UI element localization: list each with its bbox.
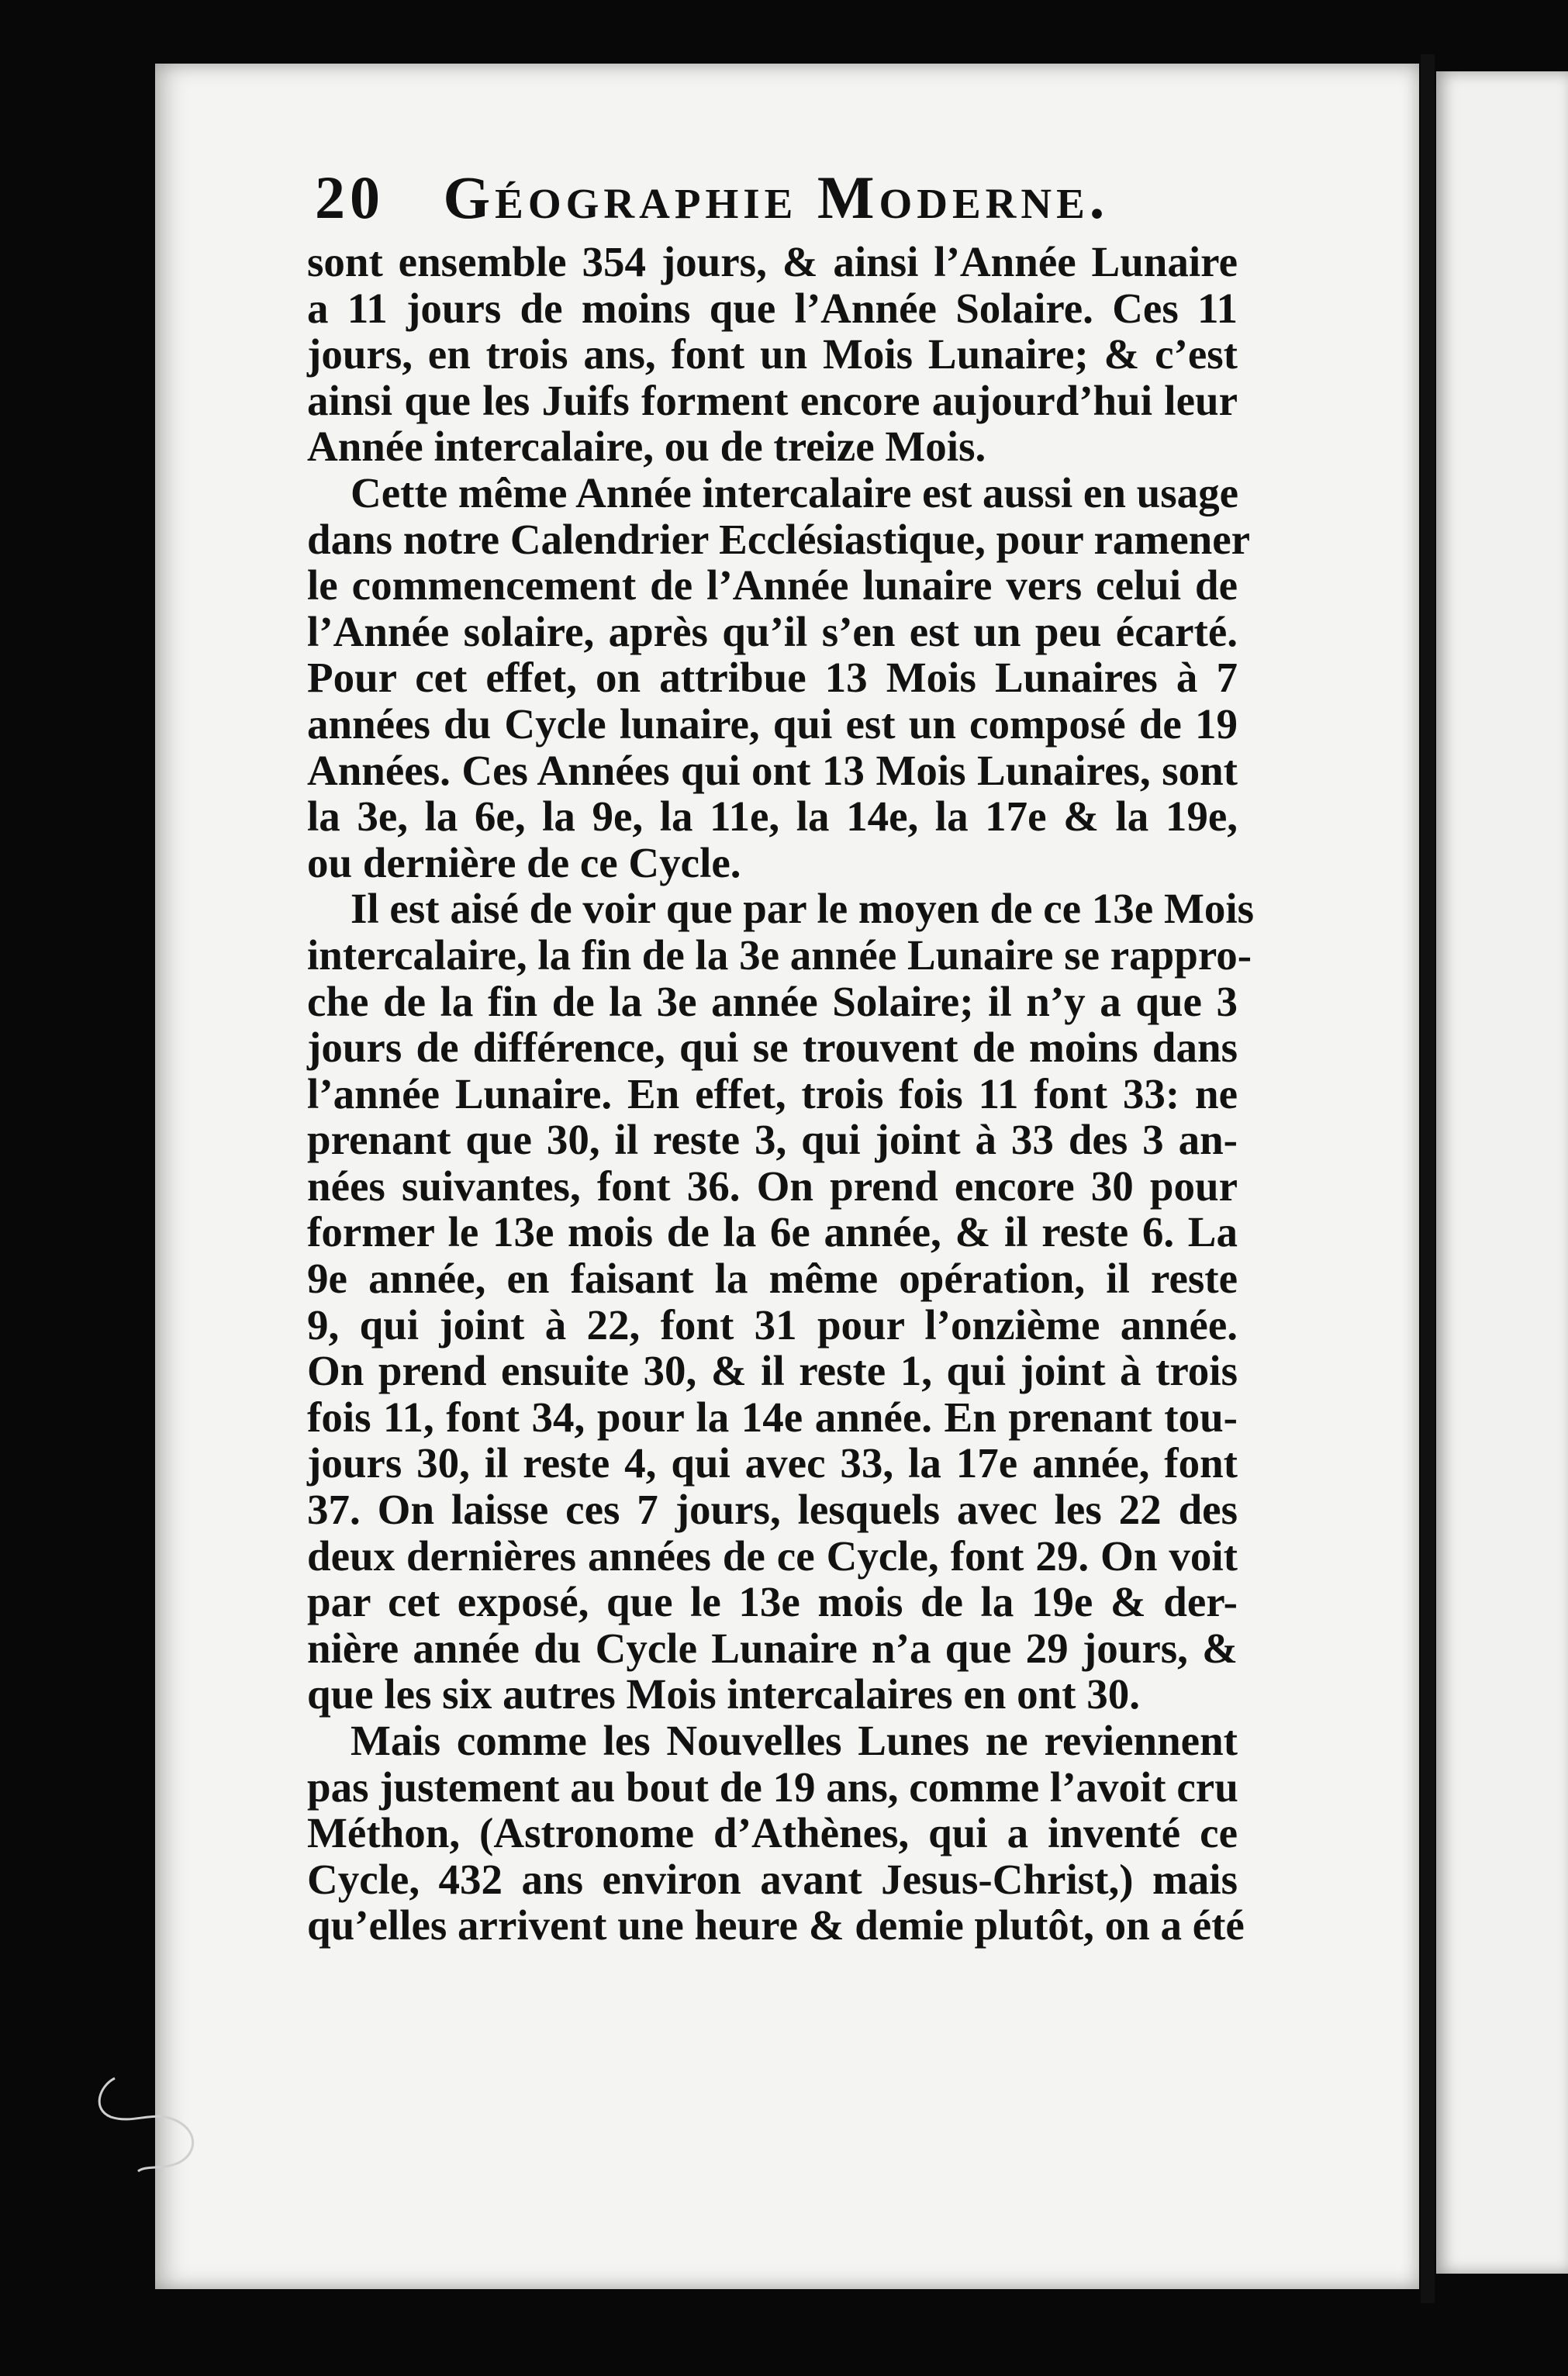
- text-line: ainsi que les Juifs forment encore aujourd’hui leur: [307, 376, 1238, 424]
- paragraph-3: [307, 885, 1255, 1718]
- text-line: On prend ensuite 30, & il reste 1, qui joint à trois: [307, 1347, 1238, 1395]
- pencil-mark: [92, 2063, 223, 2179]
- text-line: che de la fin de la 3e année Solaire; il n’y a que 3: [307, 977, 1238, 1025]
- running-header: [315, 163, 1284, 240]
- text-line: Année intercalaire, ou de treize Mois.: [307, 423, 986, 471]
- text-line: a 11 jours de moins que l’Année Solaire. Ces 11: [307, 284, 1238, 332]
- text-line: prenant que 30, il reste 3, qui joint à 33 des 3 an-: [307, 1116, 1238, 1164]
- text-line: que les six autres Mois intercalaires en ont 30.: [307, 1670, 1140, 1718]
- text-line: former le 13e mois de la 6e année, & il reste 6. La: [307, 1208, 1238, 1256]
- text-line: Méthon, (Astronome d’Athènes, qui a inventé ce: [307, 1809, 1238, 1857]
- text-line: pas justement au bout de 19 ans, comme l’avoit cru: [307, 1763, 1238, 1811]
- text-line: fois 11, font 34, pour la 14e année. En prenant tou-: [307, 1393, 1238, 1441]
- text-line: deux dernières années de ce Cycle, font 29. On voit: [307, 1532, 1238, 1580]
- text-line: 9e année, en faisant la même opération, il reste: [307, 1255, 1238, 1303]
- text-line: la 3e, la 6e, la 9e, la 11e, la 14e, la 17e & la 19e,: [307, 793, 1238, 841]
- page-number: 20: [315, 164, 385, 231]
- text-line: jours de différence, qui se trouvent de moins dans: [307, 1024, 1238, 1072]
- paragraph-2: [307, 468, 1251, 886]
- text-line: jours, en trois ans, font un Mois Lunaire; & c’est: [307, 330, 1238, 378]
- text-line: Il est aisé de voir que par le moyen de ce 13e Mois: [351, 885, 1255, 933]
- running-title: Géographie Moderne.: [443, 164, 1110, 231]
- body-text: [307, 238, 1255, 1949]
- text-line: nière année du Cycle Lunaire n’a que 29 jours, &: [307, 1624, 1238, 1672]
- text-line: dans notre Calendrier Ecclésiastique, pour ramener: [307, 515, 1251, 563]
- paragraph-4: [307, 1717, 1245, 1949]
- text-line: Années. Ces Années qui ont 13 Mois Lunaires, sont: [307, 746, 1238, 794]
- text-line: Cette même Année intercalaire est aussi en usage: [351, 468, 1239, 516]
- text-line: nées suivantes, font 36. On prend encore 30 pour: [307, 1162, 1238, 1210]
- text-line: intercalaire, la fin de la 3e année Lunaire se rappro-: [307, 931, 1252, 979]
- text-line: l’année Lunaire. En effet, trois fois 11 font 33: ne: [307, 1069, 1238, 1117]
- text-line: ou dernière de ce Cycle.: [307, 838, 741, 886]
- text-line: 9, qui joint à 22, font 31 pour l’onzième année.: [307, 1300, 1238, 1349]
- text-line: Pour cet effet, on attribue 13 Mois Lunaires à 7: [307, 654, 1238, 702]
- text-line: sont ensemble 354 jours, & ainsi l’Année Lunaire: [307, 238, 1238, 285]
- text-line: années du Cycle lunaire, qui est un composé de 19: [307, 699, 1238, 748]
- paragraph-1: [307, 239, 1238, 470]
- text-line: le commencement de l’Année lunaire vers celui de: [307, 561, 1238, 610]
- facing-page-edge: [1436, 71, 1568, 2274]
- text-line: l’Année solaire, après qu’il s’en est un peu écarté.: [307, 607, 1238, 655]
- text-line: Mais comme les Nouvelles Lunes ne reviennent: [351, 1717, 1238, 1764]
- text-line: 37. On laisse ces 7 jours, lesquels avec les 22 des: [307, 1486, 1238, 1534]
- text-line: par cet exposé, que le 13e mois de la 19e & der-: [307, 1578, 1238, 1626]
- text-line: qu’elles arrivent une heure & demie plutôt, on a été: [307, 1901, 1245, 1949]
- text-line: Cycle, 432 ans environ avant Jesus-Christ,) mais: [307, 1855, 1238, 1903]
- text-line: jours 30, il reste 4, qui avec 33, la 17e année, font: [307, 1439, 1238, 1487]
- book-gutter: [1421, 54, 1435, 2303]
